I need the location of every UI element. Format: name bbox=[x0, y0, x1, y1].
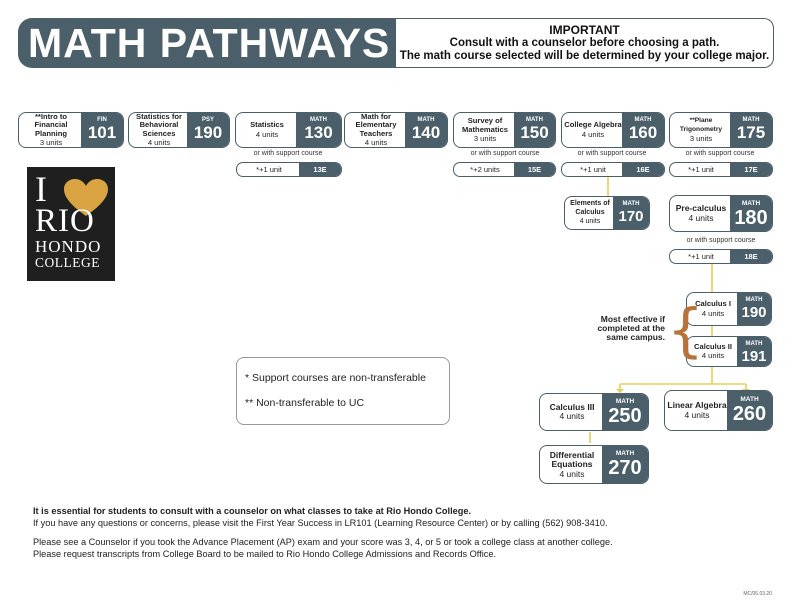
course-title: Calculus II bbox=[694, 341, 732, 351]
important-heading: IMPORTANT bbox=[549, 23, 620, 37]
brace-icon: { bbox=[667, 296, 704, 364]
support-label-180: or with support course bbox=[686, 237, 756, 244]
support-label-150: or with support course bbox=[470, 150, 540, 157]
footer-line-2: Please see a Counselor if you took the Advance Placement (AP) exam and your score was 3, 4, or 5 or took a college class at another college. bbox=[33, 537, 613, 547]
course-title: Math for Elementary Teachers bbox=[355, 112, 397, 138]
course-units: 4 units bbox=[559, 411, 585, 422]
course-math175 bbox=[669, 112, 773, 148]
course-psy190 bbox=[128, 112, 230, 148]
course-units: 4 units bbox=[581, 129, 605, 139]
support-code: 16E bbox=[622, 163, 664, 176]
course-title: Elements of Calculus bbox=[570, 200, 610, 216]
logo-i: I bbox=[35, 169, 47, 209]
course-number: 191 bbox=[741, 348, 767, 365]
support-18e bbox=[669, 249, 773, 264]
course-dept: FIN bbox=[97, 117, 107, 123]
course-units: 4 units bbox=[688, 212, 714, 223]
course-dept: MATH bbox=[417, 117, 435, 123]
support-15e bbox=[453, 162, 556, 177]
footer-bold: It is essential for students to consult with a counselor on what classes to take at Rio Hondo College. bbox=[33, 506, 472, 516]
course-units: 4 units bbox=[559, 468, 585, 479]
logo-college: COLLEGE bbox=[35, 255, 100, 270]
course-units: 4 units bbox=[579, 218, 601, 225]
support-label-160: or with support course bbox=[577, 150, 647, 157]
course-units: 3 units bbox=[689, 134, 713, 143]
rio-hondo-logo bbox=[27, 167, 115, 281]
course-title: College Algebra bbox=[564, 120, 622, 130]
course-title: Calculus I bbox=[695, 299, 731, 309]
course-units: 4 units bbox=[701, 308, 725, 318]
footnotes-box bbox=[236, 357, 450, 425]
course-number: 140 bbox=[411, 123, 441, 142]
course-math260 bbox=[664, 390, 773, 431]
support-16e bbox=[561, 162, 665, 177]
footer-line-3: Please request transcripts from College Board to be mailed to Rio Hondo College Admissions and Records Office. bbox=[33, 548, 497, 559]
course-number: 190 bbox=[741, 304, 767, 321]
course-units: 4 units bbox=[255, 129, 279, 139]
important-line-2: The math course selected will be determined by your college major. bbox=[399, 50, 770, 62]
support-code: 15E bbox=[514, 163, 555, 176]
document-code: MC/06.03.20 bbox=[743, 591, 772, 597]
support-code: 17E bbox=[730, 163, 772, 176]
logo-hondo: HONDO bbox=[35, 237, 102, 256]
course-dept: MATH bbox=[622, 201, 640, 207]
important-notice bbox=[396, 18, 774, 68]
course-dept: MATH bbox=[745, 341, 763, 347]
course-math270 bbox=[539, 445, 649, 484]
support-label-175: or with support course bbox=[685, 150, 755, 157]
page-title: MATH PATHWAYS bbox=[18, 18, 396, 68]
course-math170 bbox=[564, 196, 650, 230]
course-title: Statistics bbox=[250, 120, 284, 130]
course-dept: PSY bbox=[201, 117, 214, 123]
course-title: Statistics for Behavioral Sciences bbox=[136, 112, 182, 138]
course-number: 101 bbox=[87, 123, 117, 142]
important-line-1: Consult with a counselor before choosing a path. bbox=[449, 37, 720, 49]
course-dept: MATH bbox=[526, 117, 543, 123]
course-dept: MATH bbox=[745, 297, 763, 303]
course-number: 180 bbox=[734, 207, 768, 229]
course-dept: MATH bbox=[615, 398, 635, 405]
support-label-130: or with support course bbox=[253, 150, 323, 157]
course-number: 270 bbox=[608, 457, 642, 479]
support-units: *+1 unit bbox=[256, 165, 282, 174]
course-number: 250 bbox=[608, 405, 642, 427]
note-uc: ** Non-transferable to UC bbox=[245, 397, 365, 409]
support-code: 18E bbox=[730, 250, 772, 263]
course-dept: MATH bbox=[740, 396, 759, 403]
course-number: 190 bbox=[193, 123, 223, 142]
course-number: 130 bbox=[304, 123, 333, 142]
course-math250 bbox=[539, 393, 649, 431]
course-title: Survey of Mathematics bbox=[461, 116, 508, 134]
course-math160 bbox=[561, 112, 665, 148]
support-units: *+2 units bbox=[470, 165, 500, 174]
course-dept: MATH bbox=[741, 200, 761, 207]
course-number: 170 bbox=[618, 208, 644, 225]
support-code: 13E bbox=[299, 163, 341, 176]
support-units: *+1 unit bbox=[688, 165, 714, 174]
course-dept: MATH bbox=[310, 117, 327, 123]
support-13e bbox=[236, 162, 342, 177]
logo-rio: RIO bbox=[35, 203, 95, 239]
course-number: 260 bbox=[732, 403, 767, 425]
course-number: 175 bbox=[736, 123, 766, 142]
course-title: Linear Algebra bbox=[667, 400, 727, 411]
course-title: Pre-calculus bbox=[675, 203, 727, 214]
course-number: 150 bbox=[520, 123, 549, 142]
course-number: 160 bbox=[628, 123, 658, 142]
course-units: 4 units bbox=[701, 351, 725, 361]
course-title: **Plane Trigonometry bbox=[679, 117, 723, 133]
course-units: 3 units bbox=[39, 138, 63, 148]
course-dept: MATH bbox=[615, 450, 635, 457]
course-dept: MATH bbox=[634, 117, 652, 123]
support-units: *+1 unit bbox=[580, 165, 606, 174]
support-units: *+1 unit bbox=[688, 252, 714, 261]
course-dept: MATH bbox=[742, 117, 760, 123]
course-title: **Intro to Financial Planning bbox=[34, 112, 68, 138]
course-math150 bbox=[453, 112, 556, 148]
course-units: 4 units bbox=[364, 138, 388, 148]
course-units: 3 units bbox=[473, 134, 497, 143]
same-campus-note: Most effective if completed at the same campus. bbox=[597, 314, 665, 342]
course-title: Differential Equations bbox=[549, 449, 595, 469]
course-math180 bbox=[669, 195, 773, 232]
footer-line-1: If you have any questions or concerns, please visit the First Year Success in LR101 (Learning Resource Center) or by calling (562) 908-3410. bbox=[33, 517, 608, 528]
course-title: Calculus III bbox=[549, 401, 595, 412]
footer-text bbox=[33, 506, 773, 560]
course-units: 4 units bbox=[147, 138, 171, 148]
support-17e bbox=[669, 162, 773, 177]
course-math140 bbox=[344, 112, 448, 148]
note-support: * Support courses are non-transferable bbox=[245, 372, 426, 384]
course-math130 bbox=[235, 112, 342, 148]
course-units: 4 units bbox=[684, 409, 710, 420]
course-fin101 bbox=[18, 112, 124, 148]
